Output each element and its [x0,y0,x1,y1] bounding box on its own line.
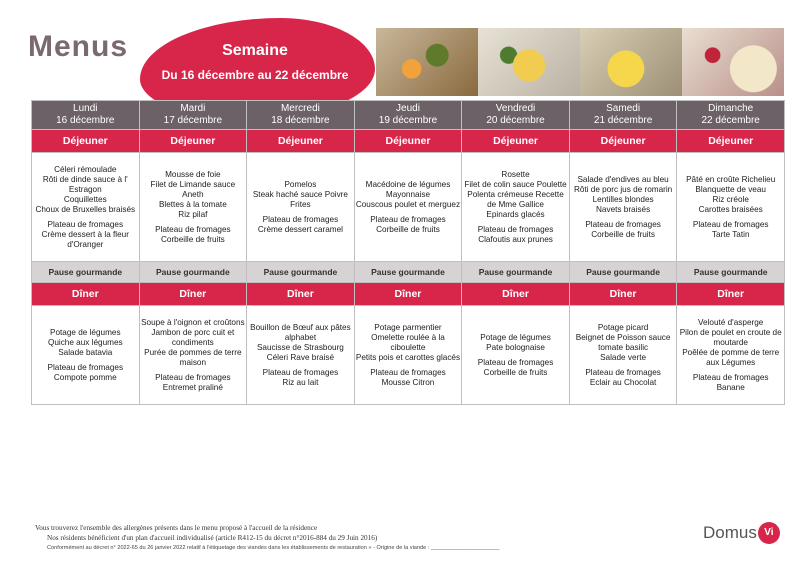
meat-origin-note: Conformément au décret n° 2022-65 du 26 janvier 2022 relatif à l'étiquetage des viandes dans les établissements de restauration » - Origine de la viande : ______________________ [47,545,500,551]
date-range: Du 16 décembre au 22 décembre [161,68,349,82]
day-date: 18 décembre [271,115,330,126]
menu-item: Poêlée de pomme de terre aux Légumes [682,347,780,367]
menu-item: Epinards glacés [486,209,545,219]
day-header [247,101,355,130]
day-date: 22 décembre [701,115,760,126]
menu-item: Navets braisés [596,204,651,214]
dinner-cell [462,306,570,405]
lunch-cell [247,153,355,262]
menu-item: Lentilles blondes [592,194,654,204]
menu-item: Frites [290,199,311,209]
lunch-cell [354,153,462,262]
dinner-cell [677,306,785,405]
menu-item: Blanquette de veau [695,184,766,194]
menu-item: Plateau de fromages [155,372,231,382]
menu-item: Velouté d'asperge [698,317,764,327]
menu-item: Couscous poulet et merguez [355,199,461,209]
dinner-cell [354,306,462,405]
lunch-header: Déjeuner [462,130,570,153]
day-name: Dimanche [708,103,754,114]
day-date: 20 décembre [486,115,545,126]
brand-mark-icon: Vi [758,522,780,544]
day-name: Mercredi [280,103,320,114]
menu-item: Plateau de fromages [262,367,339,377]
cheese-photo [580,28,682,96]
welcome-plan-note: Nos résidents bénéficient d'un plan d'accueil individualisé (article R412-15 du décret n°2016-884 du 29 Juin 2016) [47,534,378,542]
day-header [569,101,677,130]
lunch-header: Déjeuner [677,130,785,153]
menu-item: Crème dessert à la fleur d'Oranger [41,229,129,249]
menu-item: Rôti de dinde sauce à l' Estragon [42,174,128,194]
day-name: Mardi [180,103,206,114]
menu-item: Riz au lait [282,377,319,387]
day-date: 16 décembre [56,115,115,126]
menu-item: Rosette [501,169,530,179]
menu-item: Pâté en croûte Richelieu [686,174,776,184]
menu-item: Corbeille de fruits [591,229,655,239]
menu-item: Plateau de fromages [477,357,554,367]
dinner-header: Dîner [139,283,247,306]
menu-item: Bouillon de Bœuf aux pâtes alphabet [250,322,351,342]
menu-item: Blettes à la tomate [158,199,227,209]
day-date: 19 décembre [378,115,438,126]
menu-item: Plateau de fromages [370,367,446,377]
menu-item: Pate bolognaise [486,342,545,352]
day-header [354,101,462,130]
menu-item: Potage parmentier [374,322,442,332]
menu-item: Coquillettes [63,194,107,204]
dinner-cell [247,306,355,405]
day-name: Lundi [73,103,98,114]
dinner-header: Dîner [247,283,355,306]
menu-item: Macédoine de légumes Mayonnaise [365,179,451,199]
menu-item: Potage de légumes [50,327,121,337]
menu-item: Omelette roulée à la ciboulette [371,332,445,352]
snack-label: Pause gourmande [677,262,785,283]
day-header [139,101,247,130]
menu-item: Compote pomme [53,372,117,382]
menu-item: Riz pilaf [178,209,208,219]
menu-item: Plateau de fromages [47,219,124,229]
day-header-row [32,101,785,130]
menu-item: Plateau de fromages [692,219,769,229]
dinner-header: Dîner [32,283,140,306]
menu-item: Entremet praliné [162,382,223,392]
menu-item: Purée de pommes de terre maison [144,347,242,367]
day-header [462,101,570,130]
menu-item: Saucisse de Strasbourg [256,342,344,352]
menu-item: Quiche aux légumes [47,337,123,347]
dinner-cell [569,306,677,405]
menu-item: Salade verte [600,352,647,362]
menu-item: Pomelos [284,179,317,189]
menu-item: Salade d'endives au bleu [577,174,669,184]
dinner-cell [139,306,247,405]
lunch-header: Déjeuner [569,130,677,153]
menu-item: Plateau de fromages [370,214,446,224]
menu-item: Corbeille de fruits [160,234,225,244]
menu-item: Eclair au Chocolat [589,377,657,387]
snack-label: Pause gourmande [247,262,355,283]
snack-row [32,262,785,283]
menu-item: Salade batavia [58,347,113,357]
lunch-header: Déjeuner [32,130,140,153]
menu-item: Carottes braisées [698,204,763,214]
snack-label: Pause gourmande [139,262,247,283]
day-date: 17 décembre [163,115,223,126]
menu-item: Soupe à l'oignon et croûtons [141,317,245,327]
menu-item: Potage picard [597,322,649,332]
menu-item: Potage de légumes [480,332,551,342]
dinner-header-row [32,283,785,306]
menu-item: Céleri rémoulade [54,164,117,174]
snack-label: Pause gourmande [462,262,570,283]
pasta-photo [478,28,580,96]
snack-label: Pause gourmande [569,262,677,283]
menu-item: Petits pois et carottes glacés [355,352,461,362]
dinner-header: Dîner [462,283,570,306]
lunch-cell [32,153,140,262]
day-name: Jeudi [396,103,420,114]
menu-item: Plateau de fromages [477,224,554,234]
week-label: Semaine [222,42,288,59]
menu-item: Banane [716,382,745,392]
menu-item: Plateau de fromages [585,367,661,377]
dinner-header: Dîner [354,283,462,306]
dinner-cell [32,306,140,405]
lunch-cell [569,153,677,262]
lunch-header: Déjeuner [247,130,355,153]
lunch-header-row [32,130,785,153]
menu-item: Pilon de poulet en croute de moutarde [679,327,782,347]
menu-item: Céleri Rave braisé [266,352,335,362]
lunch-header: Déjeuner [139,130,247,153]
menu-item: Plateau de fromages [262,214,339,224]
dessert-photo [682,28,784,96]
day-name: Vendredi [495,103,536,114]
snack-label: Pause gourmande [32,262,140,283]
menu-item: Polenta crémeuse Recette de Mme Gallice [467,189,564,209]
menu-item: Crème dessert caramel [257,224,343,234]
dinner-row [32,306,785,405]
brand-name: Domus [703,523,757,542]
menu-item: Jambon de porc cuit et condiments [151,327,235,347]
brand-logo [703,522,780,544]
menu-item: Corbeille de fruits [376,224,440,234]
menu-item: Rôti de porc jus de romarin [573,184,673,194]
menu-item: Mousse Citron [381,377,435,387]
menu-item: Mousse de foie [165,169,221,179]
menu-item: Choux de Bruxelles braisés [35,204,136,214]
menu-item: Steak haché sauce Poivre [252,189,348,199]
lunch-cell [462,153,570,262]
menu-item: Riz créole [712,194,749,204]
menu-item: Filet de Limande sauce Aneth [150,179,236,199]
menu-item: Corbeille de fruits [483,367,548,377]
lunch-cell [139,153,247,262]
menu-item: Plateau de fromages [585,219,661,229]
weekly-menu-table [31,100,785,405]
page-title: Menus [28,30,129,63]
snack-label: Pause gourmande [354,262,462,283]
appetizer-photo [376,28,478,96]
menu-item: Beignet de Poisson sauce tomate basilic [575,332,671,352]
dinner-header: Dîner [569,283,677,306]
day-date: 21 décembre [593,115,653,126]
day-header [677,101,785,130]
menu-item: Clafoutis aux prunes [478,234,553,244]
allergen-note: Vous trouverez l'ensemble des allergènes présents dans le menu proposé à l'accueil de la résidence [35,524,318,532]
menu-item: Tarte Tatin [711,229,750,239]
lunch-row [32,153,785,262]
lunch-header: Déjeuner [354,130,462,153]
lunch-cell [677,153,785,262]
dinner-header: Dîner [677,283,785,306]
day-name: Samedi [606,103,641,114]
menu-item: Plateau de fromages [155,224,231,234]
food-photo-strip [376,28,784,96]
menu-item: Plateau de fromages [47,362,124,372]
menu-item: Filet de colin sauce Poulette [464,179,567,189]
menu-item: Plateau de fromages [692,372,769,382]
day-header [32,101,140,130]
